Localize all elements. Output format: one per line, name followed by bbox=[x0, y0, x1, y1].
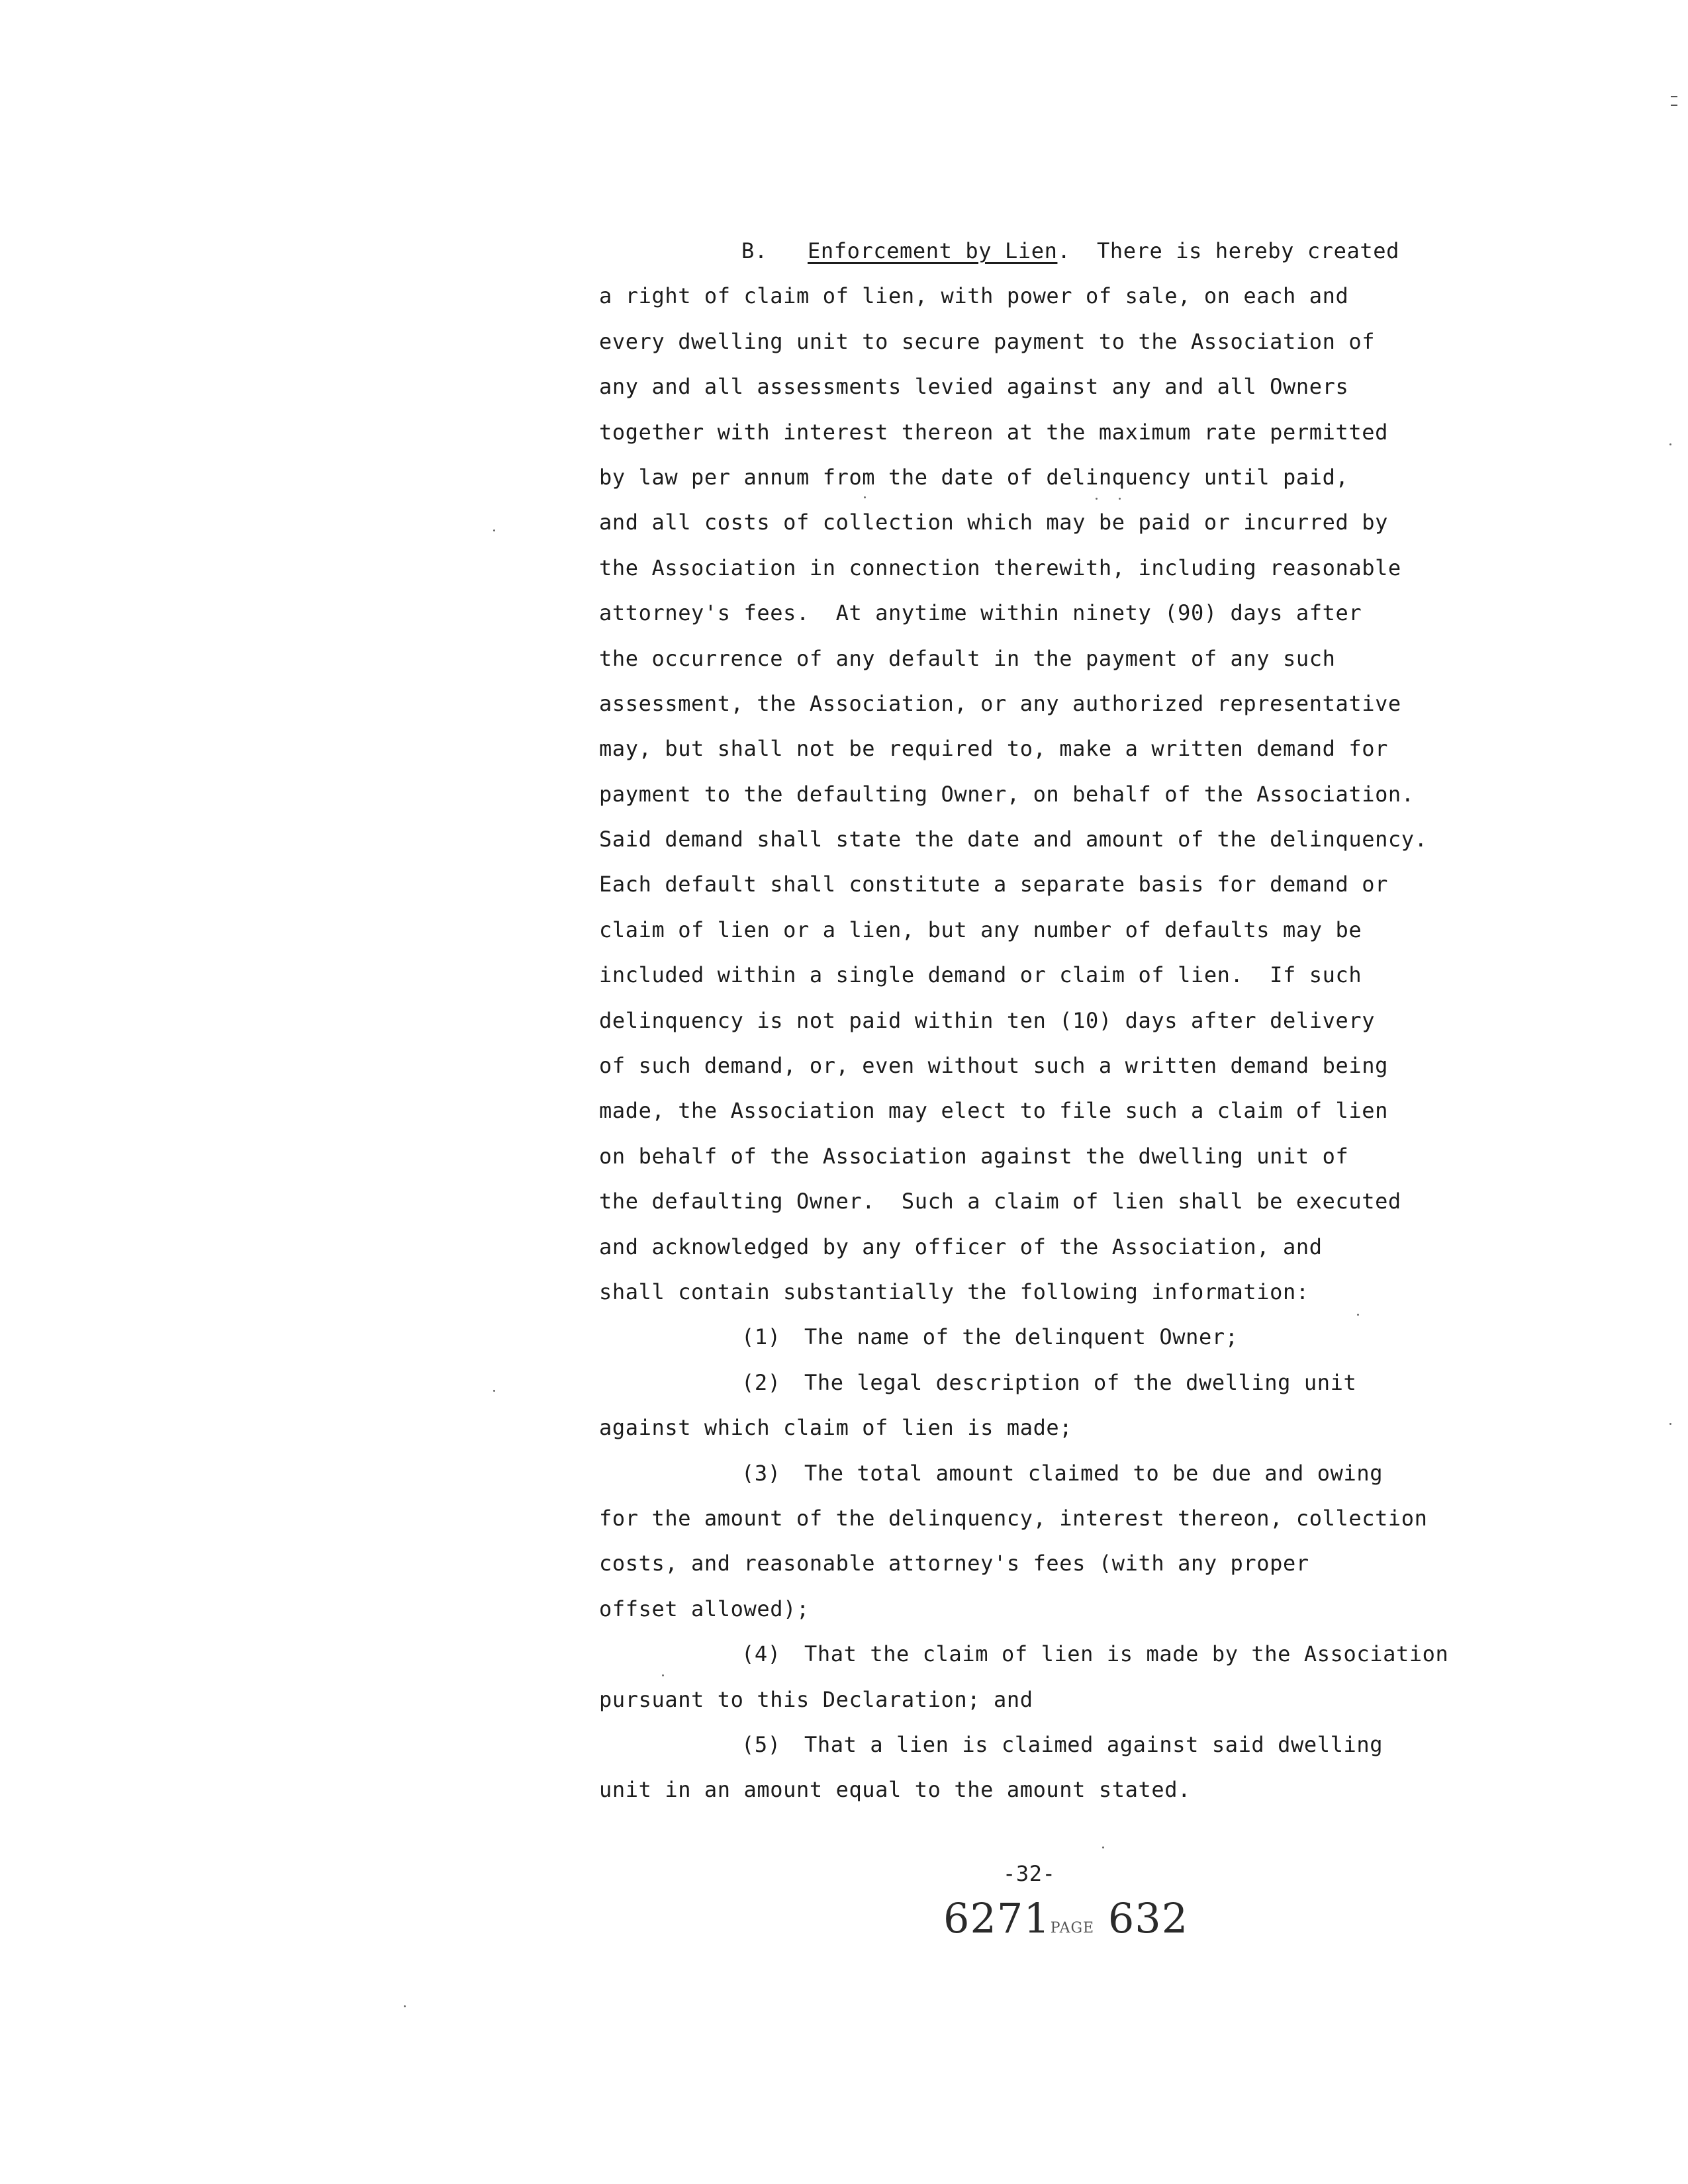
list-item-text: The name of the delinquent Owner; bbox=[804, 1324, 1239, 1350]
section-heading-punct: . bbox=[1057, 238, 1071, 263]
paragraph-line: payment to the defaulting Owner, on behalf of the Association. bbox=[599, 781, 1415, 807]
book-page-label: PAGE bbox=[1050, 1920, 1095, 1936]
paragraph-line: delinquency is not paid within ten (10) days after delivery bbox=[599, 1007, 1376, 1033]
paragraph-line: claim of lien or a lien, but any number of defaults may be bbox=[599, 917, 1362, 942]
list-item-text: The total amount claimed to be due and owing bbox=[804, 1460, 1383, 1486]
scan-speck bbox=[1119, 498, 1121, 500]
list-item-continuation: against which claim of lien is made; bbox=[599, 1415, 1073, 1441]
paragraph-line: a right of claim of lien, with power of sale, on each and bbox=[599, 283, 1349, 309]
list-item-number: (4) bbox=[741, 1641, 781, 1667]
section-heading: Enforcement by Lien bbox=[808, 238, 1058, 263]
paragraph-line: together with interest thereon at the maximum rate permitted bbox=[599, 419, 1388, 445]
list-item-number: (3) bbox=[741, 1460, 781, 1486]
list-item-text: That the claim of lien is made by the Association bbox=[804, 1641, 1449, 1667]
scan-speck bbox=[1669, 443, 1671, 445]
paragraph-line: the Association in connection therewith, including reasonable bbox=[599, 555, 1401, 580]
paragraph-line: Said demand shall state the date and amount of the delinquency. bbox=[599, 827, 1428, 852]
scan-speck bbox=[493, 1390, 495, 1392]
list-item bbox=[599, 1360, 1493, 1405]
book-page-stamp bbox=[943, 1894, 1188, 1942]
paragraph-line: any and all assessments levied against any and all Owners bbox=[599, 374, 1349, 400]
paragraph-line: and all costs of collection which may be paid or incurred by bbox=[599, 510, 1388, 535]
scan-speck bbox=[1102, 1846, 1104, 1848]
section-letter: B. bbox=[741, 238, 768, 263]
paragraph-line: attorney's fees. At anytime within ninety (90) days after bbox=[599, 600, 1362, 626]
scan-edge-mark bbox=[1671, 105, 1677, 106]
list-item bbox=[599, 1631, 1493, 1676]
paragraph-line: may, but shall not be required to, make a written demand for bbox=[599, 736, 1388, 762]
list-item bbox=[599, 1451, 1493, 1496]
list-item-continuation: for the amount of the delinquency, interest thereon, collection bbox=[599, 1505, 1428, 1531]
paragraph-line: and acknowledged by any officer of the Association, and bbox=[599, 1234, 1323, 1259]
paragraph-line: of such demand, or, even without such a written demand being bbox=[599, 1053, 1388, 1079]
paragraph-line: assessment, the Association, or any authorized representative bbox=[599, 690, 1401, 716]
declaration-body bbox=[599, 228, 1493, 1813]
scan-speck bbox=[864, 496, 866, 498]
scan-speck bbox=[404, 2005, 406, 2007]
section-heading-line bbox=[599, 228, 1493, 273]
scan-speck bbox=[1669, 1423, 1671, 1425]
list-item-continuation: costs, and reasonable attorney's fees (with any proper bbox=[599, 1551, 1309, 1576]
list-item-number: (1) bbox=[741, 1324, 781, 1350]
section-first-line-text: There is hereby created bbox=[1070, 238, 1399, 263]
book-number: 6271 bbox=[943, 1894, 1051, 1942]
list-item-number: (2) bbox=[741, 1369, 781, 1395]
paragraph-line: the defaulting Owner. Such a claim of lien shall be executed bbox=[599, 1189, 1401, 1214]
list-item-text: That a lien is claimed against said dwelling bbox=[804, 1731, 1383, 1757]
information-list bbox=[599, 1314, 1493, 1812]
paragraph-line: made, the Association may elect to file such a claim of lien bbox=[599, 1098, 1388, 1124]
list-item bbox=[599, 1722, 1493, 1767]
scan-speck bbox=[493, 529, 495, 531]
scan-speck bbox=[1357, 1314, 1359, 1316]
list-item-continuation: unit in an amount equal to the amount stated. bbox=[599, 1777, 1191, 1803]
book-page-number: 632 bbox=[1107, 1894, 1189, 1942]
list-item-text: The legal description of the dwelling unit bbox=[804, 1369, 1357, 1395]
list-item-number: (5) bbox=[741, 1731, 781, 1757]
book-page-spacer bbox=[1094, 1894, 1108, 1942]
page-number: -32- bbox=[1003, 1861, 1056, 1886]
list-item-continuation: pursuant to this Declaration; and bbox=[599, 1686, 1033, 1712]
paragraph-line: included within a single demand or claim of lien. If such bbox=[599, 962, 1362, 988]
paragraph-line: on behalf of the Association against the dwelling unit of bbox=[599, 1143, 1349, 1169]
list-item bbox=[599, 1314, 1493, 1359]
scan-speck bbox=[1096, 498, 1098, 500]
paragraph bbox=[599, 273, 1493, 1314]
paragraph-line: Each default shall constitute a separate basis for demand or bbox=[599, 872, 1388, 897]
scan-edge-mark bbox=[1671, 96, 1677, 97]
paragraph-line: the occurrence of any default in the payment of any such bbox=[599, 645, 1336, 671]
scan-speck bbox=[662, 1674, 664, 1676]
paragraph-line: shall contain substantially the following information: bbox=[599, 1279, 1309, 1304]
paragraph-line: every dwelling unit to secure payment to the Association of bbox=[599, 328, 1376, 354]
paragraph-line: by law per annum from the date of delinquency until paid, bbox=[599, 464, 1349, 490]
list-item-continuation: offset allowed); bbox=[599, 1596, 810, 1621]
